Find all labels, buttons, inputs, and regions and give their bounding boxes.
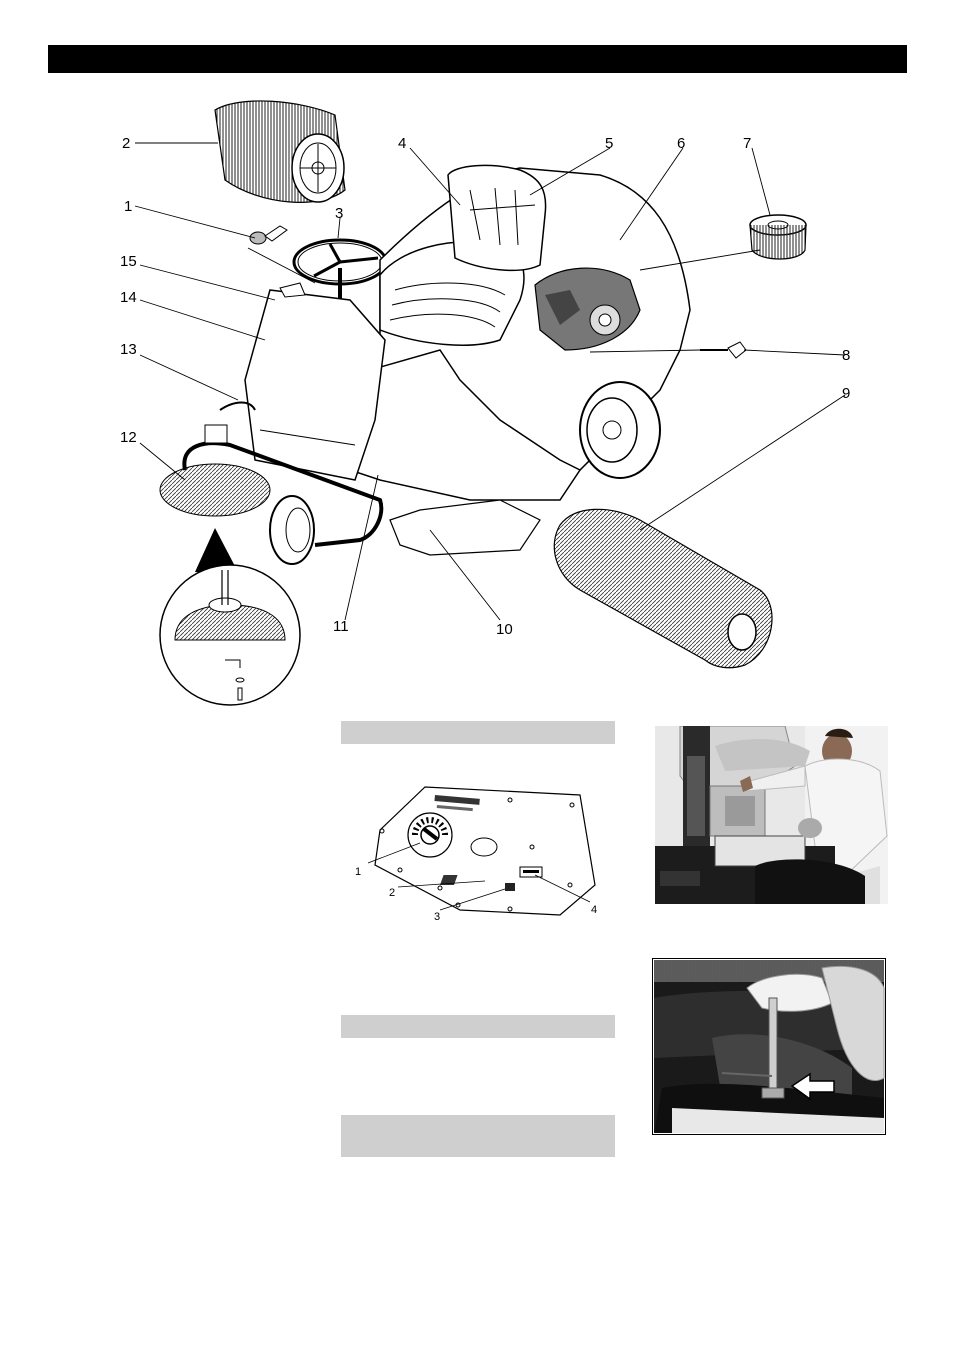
sweeper-overview-illustration	[0, 80, 954, 720]
section-bar-2	[341, 1015, 615, 1038]
callout-6: 6	[677, 135, 686, 152]
callout-4: 4	[398, 135, 407, 152]
callout-9: 9	[842, 385, 851, 402]
panel-callout-3: 3	[434, 911, 441, 923]
air-filter	[750, 215, 806, 259]
callout-12: 12	[120, 429, 137, 446]
section-bar-3	[341, 1115, 615, 1157]
header-bar	[48, 45, 907, 73]
photo-hand-with-tool	[652, 958, 886, 1135]
drain-plug	[700, 342, 746, 358]
callout-11: 11	[333, 618, 349, 635]
ignition-key	[250, 226, 287, 244]
panel-callout-2: 2	[389, 887, 396, 899]
side-brush	[160, 464, 270, 516]
callout-5: 5	[605, 135, 614, 152]
section-bar-1	[341, 721, 615, 744]
callout-14: 14	[120, 289, 137, 306]
panel-callout-4: 4	[591, 904, 598, 916]
callout-3: 3	[335, 205, 344, 222]
callout-7: 7	[743, 135, 752, 152]
callout-2: 2	[122, 135, 131, 152]
callout-10: 10	[496, 621, 513, 638]
callout-1: 1	[124, 198, 133, 215]
main-roller-brush	[215, 101, 345, 202]
panel-callout-1: 1	[355, 866, 362, 878]
control-panel-illustration	[340, 775, 620, 935]
callout-15: 15	[120, 253, 137, 270]
callout-8: 8	[842, 347, 851, 364]
sweeping-roller	[554, 509, 772, 667]
photo-opening-hood	[655, 726, 888, 904]
callout-13: 13	[120, 341, 137, 358]
